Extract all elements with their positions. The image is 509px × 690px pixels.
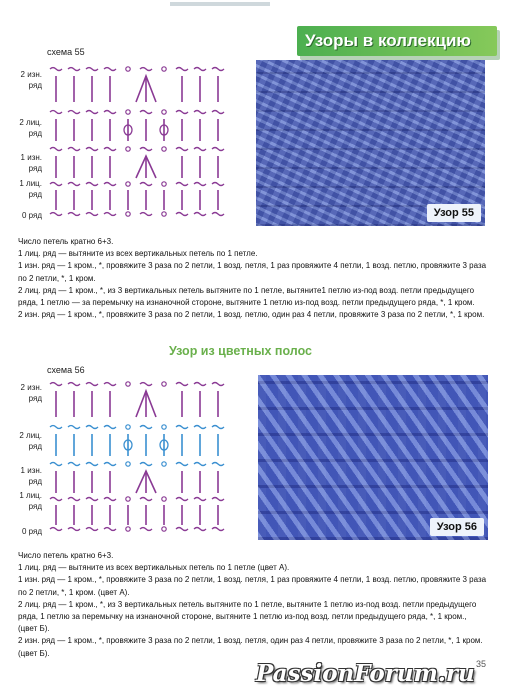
wave-stitch-symbol [176,213,188,216]
wave-stitch-symbol [176,383,188,386]
scheme-55-row-label-4 [2,178,42,200]
chain-stitch-symbol [126,182,130,186]
wave-stitch-symbol [104,68,116,71]
row-label-text: 1 лиц. ряд [19,179,42,199]
wave-stitch-symbol [50,183,62,186]
wave-stitch-symbol [176,111,188,114]
wave-stitch-symbol [194,183,206,186]
wave-stitch-symbol [212,528,224,531]
wave-stitch-symbol [212,498,224,501]
wave-stitch-symbol [194,111,206,114]
row-label-text: 2 изн. ряд [20,70,42,90]
row-label-text: 2 изн. ряд [20,383,42,403]
wave-stitch-symbol [104,183,116,186]
wave-stitch-symbol [68,463,80,466]
instruction-line: 1 лиц. ряд — вытяните из всех вертикальных петель по 1 петле (цвет А). [18,563,290,573]
wave-stitch-symbol [176,426,188,429]
wave-stitch-symbol [50,463,62,466]
wave-stitch-symbol [194,463,206,466]
header-title: Узоры в коллекцию [305,31,471,50]
wave-stitch-symbol [140,528,152,531]
wave-stitch-symbol [140,111,152,114]
wave-stitch-symbol [140,213,152,216]
wave-stitch-symbol [176,463,188,466]
wave-stitch-symbol [86,383,98,386]
wave-stitch-symbol [86,528,98,531]
instruction-line: 2 лиц. ряд — 1 кром., *, из 3 вертикальных петель вытяните по 1 петле, вытяните 1 петлю из-под возд. петли предыдущего ряда, 1 петлю за перемычку на изнаночной стороне, вытяните 1 петлю из-под возд. петли предыдущего ряда, *, 1 кром., (цвет Б). [18,599,477,634]
wave-stitch-symbol [68,183,80,186]
wave-stitch-symbol [104,426,116,429]
wave-stitch-symbol [68,213,80,216]
instruction-line: 1 лиц. ряд — вытяните из всех вертикальных петель по 1 петле. [18,249,258,259]
scheme-56-label: схема 56 [47,365,85,375]
chain-stitch-symbol [126,497,130,501]
scheme-56-row-label-2 [2,430,42,452]
wave-stitch-symbol [212,426,224,429]
row-label-text: 2 лиц. ряд [19,118,42,138]
wave-stitch-symbol [86,426,98,429]
row-label-text: 0 ряд [21,527,42,536]
wave-stitch-symbol [212,383,224,386]
wave-stitch-symbol [212,183,224,186]
wave-stitch-symbol [140,183,152,186]
pattern-55-badge: Узор 55 [427,204,481,222]
wave-stitch-symbol [68,68,80,71]
wave-stitch-symbol [86,498,98,501]
chain-stitch-symbol [162,212,166,216]
wave-stitch-symbol [176,498,188,501]
wave-stitch-symbol [176,148,188,151]
wave-stitch-symbol [68,528,80,531]
wave-stitch-symbol [104,463,116,466]
wave-stitch-symbol [86,148,98,151]
wave-stitch-symbol [140,463,152,466]
chain-stitch-symbol [126,527,130,531]
wave-stitch-symbol [194,68,206,71]
wave-stitch-symbol [50,148,62,151]
scheme-55-chart [46,62,226,222]
wave-stitch-symbol [194,148,206,151]
wave-stitch-symbol [194,426,206,429]
scheme-56-row-label-4 [2,490,42,512]
wave-stitch-symbol [68,383,80,386]
wave-stitch-symbol [140,426,152,429]
chain-stitch-symbol [162,110,166,114]
wave-stitch-symbol [50,213,62,216]
wave-stitch-symbol [140,148,152,151]
instruction-line: 1 изн. ряд — 1 кром., *, провяжите 3 раза по 2 петли, 1 возд. петля, 1 раз провяжите 4 петли, 1 возд. петлю, провяжите 3 раза по 2 петли, *, 1 кром. (цвет А). [18,575,487,597]
wave-stitch-symbol [212,213,224,216]
chain-stitch-symbol [126,425,130,429]
row-label-text: 1 изн. ряд [20,153,42,173]
wave-stitch-symbol [86,463,98,466]
row-label-text: 2 лиц. ряд [19,431,42,451]
chain-stitch-symbol [126,67,130,71]
wave-stitch-symbol [194,498,206,501]
instruction-line: Число петель кратно 6+3. [18,551,114,560]
chain-stitch-symbol [162,67,166,71]
instruction-line: 2 изн. ряд — 1 кром., *, провяжите 3 раза по 2 петли, 1 возд. петля, один раз 4 петли, провяжите 3 раза по 2 петли, *, 1 кром. (цвет Б). [18,636,483,658]
section-title-color-stripes: Узор из цветных полос [169,344,313,358]
scheme-55-row-label-1 [2,69,42,91]
scheme-56-instructions [18,550,488,660]
watermark-logo: PassionForum.ru [256,660,475,687]
wave-stitch-symbol [212,148,224,151]
wave-stitch-symbol [104,148,116,151]
chain-stitch-symbol [126,110,130,114]
wave-stitch-symbol [86,213,98,216]
scheme-55-row-label-5 [2,210,42,221]
wave-stitch-symbol [50,68,62,71]
row-label-text: 1 изн. ряд [20,466,42,486]
wave-stitch-symbol [104,528,116,531]
scheme-55-label: схема 55 [47,47,85,57]
wave-stitch-symbol [194,528,206,531]
wave-stitch-symbol [212,68,224,71]
wave-stitch-symbol [194,213,206,216]
wave-stitch-symbol [140,383,152,386]
instruction-line: 1 изн. ряд — 1 кром., *, провяжите 3 раза по 2 петли, 1 возд. петля, 1 раз провяжите 4 петли, 1 возд. петлю, провяжите 3 раза по 2 петли, *, 1 кром. [18,261,487,283]
instruction-line: 2 изн. ряд — 1 кром., *, провяжите 3 раза по 2 петли, 1 возд. петлю, один раз 4 петли, провяжите 3 раза по 2 петли, *, 1 кром. [18,310,485,320]
wave-stitch-symbol [50,383,62,386]
top-decor-bar [170,2,270,6]
chain-stitch-symbol [162,147,166,151]
chain-stitch-symbol [162,497,166,501]
wave-stitch-symbol [104,213,116,216]
chain-stitch-symbol [162,425,166,429]
chain-stitch-symbol [126,212,130,216]
header-banner [297,26,497,56]
chain-stitch-symbol [126,382,130,386]
wave-stitch-symbol [68,111,80,114]
chain-stitch-symbol [162,527,166,531]
chain-stitch-symbol [162,462,166,466]
chain-stitch-symbol [126,462,130,466]
scheme-55-row-label-2 [2,117,42,139]
scheme-56-row-label-5 [2,526,42,537]
wave-stitch-symbol [86,111,98,114]
pattern-56-photo [258,375,488,540]
wave-stitch-symbol [104,383,116,386]
instruction-line: 2 лиц. ряд — 1 кром., *, из 3 вертикальных петель вытяните по 1 петле, вытяните1 петлю из-под возд. петли предыдущего ряда, 1 петлю — за перемычку на изнаночной стороне, вытяните 1 петлю из-под возд. петли предыдущего ряда, *, 1 кром. [18,285,475,308]
wave-stitch-symbol [104,111,116,114]
wave-stitch-symbol [50,498,62,501]
wave-stitch-symbol [50,528,62,531]
scheme-55-instructions [18,236,488,321]
instruction-line: Число петель кратно 6+3. [18,237,114,246]
wave-stitch-symbol [50,111,62,114]
wave-stitch-symbol [176,528,188,531]
wave-stitch-symbol [50,426,62,429]
scheme-56-row-label-1 [2,382,42,404]
page-number: 35 [475,659,486,669]
scheme-55-row-label-3 [2,152,42,174]
wave-stitch-symbol [86,68,98,71]
wave-stitch-symbol [68,498,80,501]
row-label-text: 0 ряд [21,211,42,220]
wave-stitch-symbol [212,111,224,114]
scheme-56-row-label-3 [2,465,42,487]
wave-stitch-symbol [140,68,152,71]
wave-stitch-symbol [176,68,188,71]
wave-stitch-symbol [194,383,206,386]
chain-stitch-symbol [126,147,130,151]
chain-stitch-symbol [162,182,166,186]
wave-stitch-symbol [176,183,188,186]
chain-stitch-symbol [162,382,166,386]
wave-stitch-symbol [68,426,80,429]
wave-stitch-symbol [68,148,80,151]
wave-stitch-symbol [104,498,116,501]
wave-stitch-symbol [212,463,224,466]
wave-stitch-symbol [86,183,98,186]
pattern-55-photo [256,60,485,226]
row-label-text: 1 лиц. ряд [19,491,42,511]
wave-stitch-symbol [140,498,152,501]
pattern-56-badge: Узор 56 [430,518,484,536]
scheme-56-chart [46,377,226,537]
